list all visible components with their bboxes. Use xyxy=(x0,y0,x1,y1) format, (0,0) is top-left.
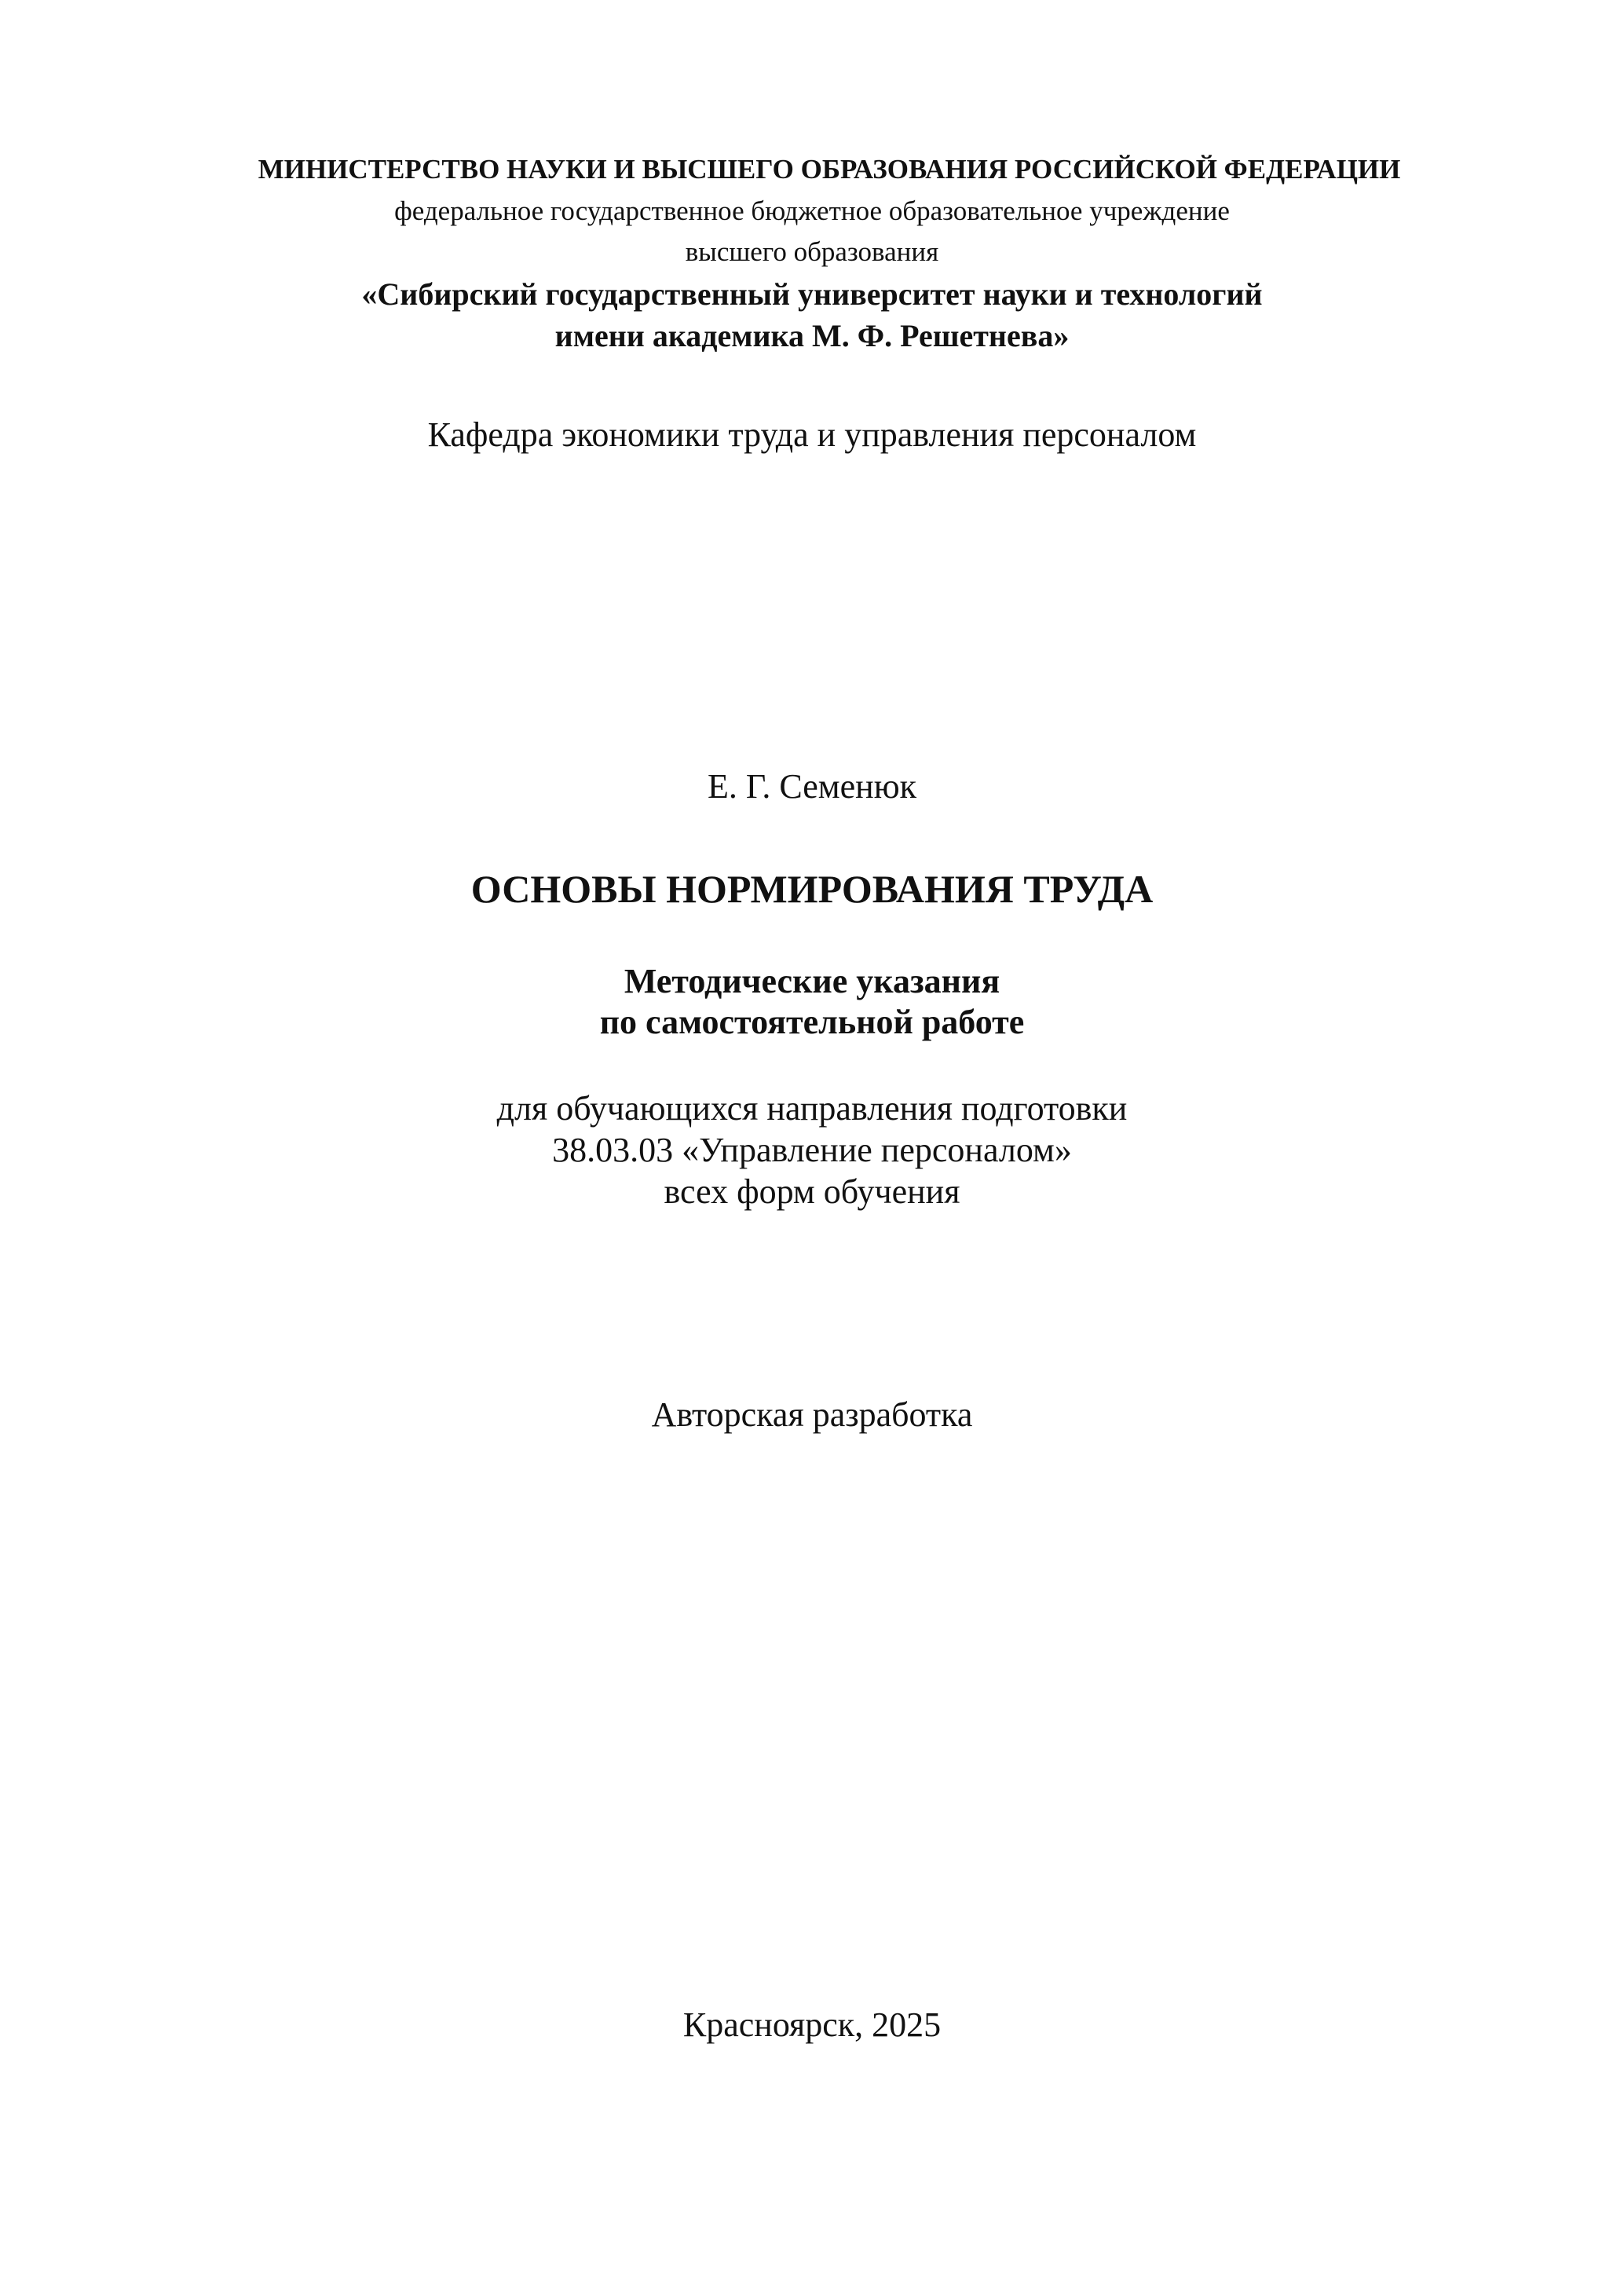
university-name-line1: «Сибирский государственный университет науки и технологий xyxy=(361,276,1263,312)
authorship-note: Авторская разработка xyxy=(651,1395,973,1434)
education-level: высшего образования xyxy=(685,236,939,267)
audience-line3: всех форм обучения xyxy=(664,1172,960,1211)
author-name: Е. Г. Семенюк xyxy=(708,767,916,806)
audience-line2: 38.03.03 «Управление персоналом» xyxy=(552,1131,1072,1169)
department-name: Кафедра экономики труда и управления персоналом xyxy=(427,415,1197,454)
institution-type: федеральное государственное бюджетное образовательное учреждение xyxy=(394,196,1230,226)
audience-line1: для обучающихся направления подготовки xyxy=(496,1089,1128,1128)
city-year: Красноярск, 2025 xyxy=(682,2005,942,2044)
document-subtitle-line2: по самостоятельной работе xyxy=(599,1003,1025,1041)
document-title: ОСНОВЫ НОРМИРОВАНИЯ ТРУДА xyxy=(470,867,1154,911)
ministry-name: МИНИСТЕРСТВО НАУКИ И ВЫСШЕГО ОБРАЗОВАНИЯ РОССИЙСКОЙ ФЕДЕРАЦИИ xyxy=(258,154,1401,185)
document-subtitle-line1: Методические указания xyxy=(624,962,1000,1000)
university-name-line2: имени академика М. Ф. Решетнева» xyxy=(554,318,1070,353)
